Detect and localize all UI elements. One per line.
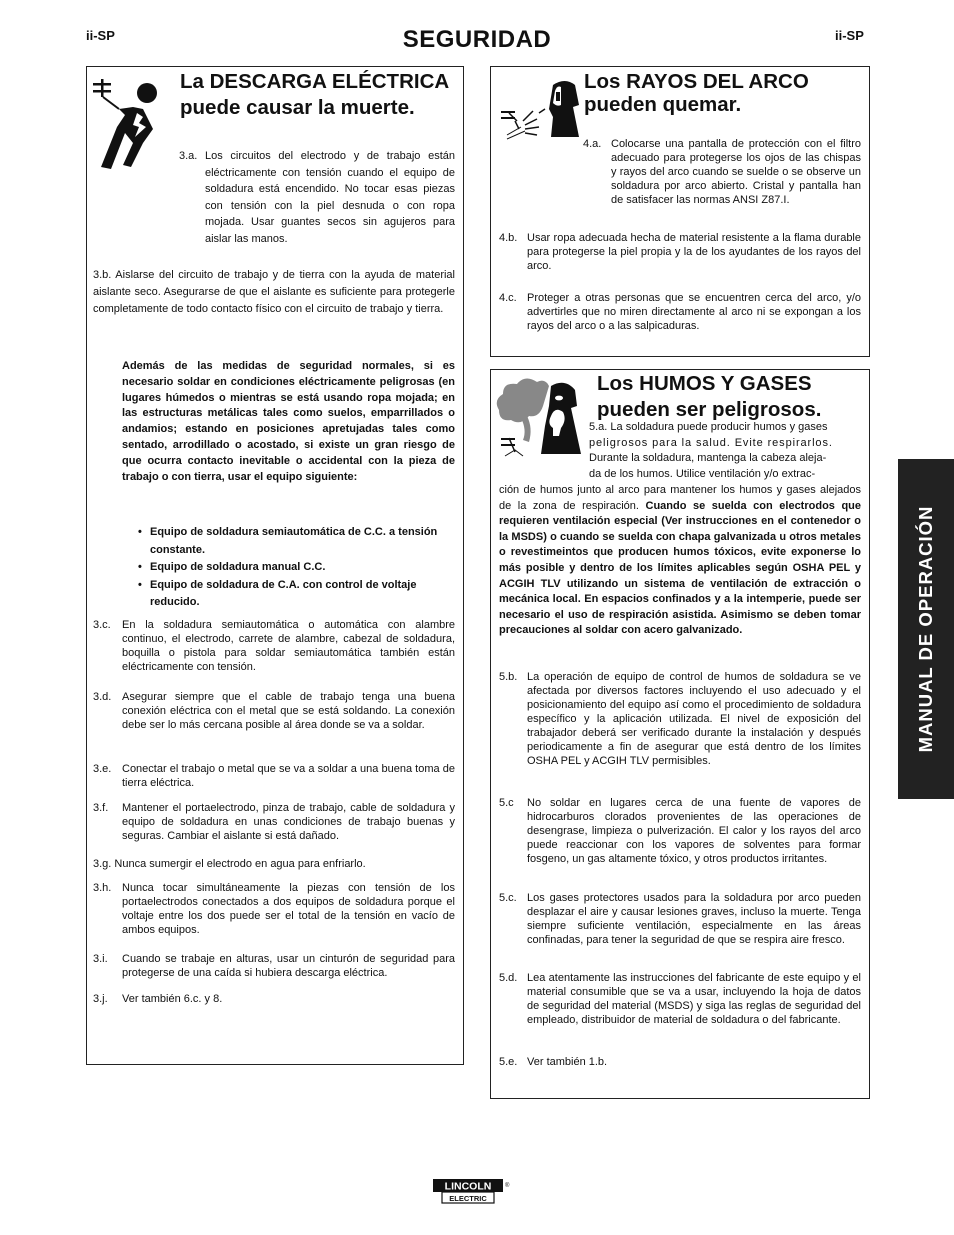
item-3d-number: 3.d.: [93, 691, 112, 703]
item-3f-text: Mantener el portaelectrodo, pinza de trabajo, cable de soldadura y equipo de soldadura en unas condiciones de trabajo buenas y seguras. Cambiar el aislante si está dañado.: [122, 802, 455, 842]
item-3c-number: 3.c.: [93, 619, 111, 631]
item-5d: [499, 971, 861, 1027]
item-3d-text: Asegurar siempre que el cable de trabajo tenga una buena conexión eléctrica con el metal que se está soldando. La conexión debe ser lo más cercana posible al área donde se va a soldar.: [122, 691, 455, 731]
electric-shock-section: [86, 66, 464, 1065]
item-3h: [93, 881, 455, 937]
item-5e: [499, 1055, 861, 1069]
arc-title-line2: pueden quemar.: [584, 93, 742, 116]
item-3c: [93, 618, 455, 674]
item-4a-text: Colocarse una pantalla de protección con el filtro adecuado para protegerse los ojos de las chispas y rayos del arco cuando se suelde o se observe un soldadura por arco abierto. Cristal y pantalla han de satisfacer las normas ANSI Z87.I.: [611, 138, 861, 206]
item-5a-line: da de los humos. Utilice ventilación y/o extrac-: [589, 467, 816, 480]
item-3e: [93, 762, 455, 790]
item-5a-continuation: [499, 483, 861, 639]
fumes-gases-section: [490, 369, 870, 1099]
item-3i-text: Cuando se trabaje en alturas, usar un cinturón de seguridad para protegerse de una caída si hubiera descarga eléctrica.: [122, 953, 455, 979]
arc-title-line1: Los RAYOS DEL ARCO: [584, 70, 809, 93]
logo-line2: ELECTRIC: [449, 1194, 487, 1203]
page-code-right: ii-SP: [835, 28, 864, 43]
item-5d-number: 5.d.: [499, 972, 518, 984]
item-4b-number: 4.b.: [499, 232, 518, 244]
fumes-title-line1: Los HUMOS Y GASES: [597, 372, 812, 395]
item-3f: [93, 801, 455, 843]
bullet-mark: •: [138, 526, 142, 538]
item-5a-intro: [589, 420, 861, 482]
item-3j-number: 3.j.: [93, 993, 108, 1005]
equipment-list-item-text: Equipo de soldadura semiautomática de C.C. a tensión constante.: [150, 526, 438, 556]
fumes-title-line2: pueden ser peligrosos.: [597, 398, 822, 421]
equipment-list-item: [138, 524, 456, 559]
lincoln-electric-logo: [432, 1178, 512, 1206]
equipment-list-item-text: Equipo de soldadura manual C.C.: [150, 561, 326, 573]
item-3i: [93, 952, 455, 980]
item-3e-number: 3.e.: [93, 763, 112, 775]
item-5c-gases: [499, 891, 861, 947]
item-3f-number: 3.f.: [93, 802, 109, 814]
item-3a-number: 3.a.: [179, 150, 198, 162]
item-3i-number: 3.i.: [93, 953, 108, 965]
electric-shock-icon: [89, 73, 175, 173]
page-code-left: ii-SP: [86, 28, 115, 43]
equipment-list-item-text: Equipo de soldadura de C.A. con control de voltaje reducido.: [150, 578, 417, 608]
item-3a-text: Los circuitos del electrodo y de trabajo están eléctricamente con tensión cuando el equipo de soldadura está encendido. No tocar esas piezas con tensión con la piel desnuda o con ropa mojada. Usar guantes secos sin agujeros para aislar las manos.: [205, 150, 455, 245]
equipment-list: [138, 524, 456, 612]
item-3h-number: 3.h.: [93, 882, 112, 894]
item-5b: [499, 670, 861, 768]
item-4c-number: 4.c.: [499, 292, 517, 304]
item-5a-text: ción de humos junto al arco para mantener los humos y gases alejados de la zona de respiración.: [499, 484, 861, 512]
item-3d: [93, 690, 455, 732]
item-4b-text: Usar ropa adecuada hecha de material resistente a la flama durable para protegerse la piel propia y la de los ayudantes de los rayos del arco.: [527, 232, 861, 272]
logo-line1: LINCOLN: [444, 1180, 492, 1193]
item-4b: [499, 231, 861, 273]
item-5a-line: 5.a. La soldadura puede producir humos y gases: [589, 421, 828, 433]
item-5c-vapors: [499, 796, 861, 866]
item-4c: [499, 291, 861, 333]
welding-arc-rays-icon: [495, 77, 581, 143]
page-title: SEGURIDAD: [402, 26, 552, 53]
item-5e-number: 5.e.: [499, 1056, 518, 1068]
shock-title-line1: La DESCARGA ELÉCTRICA: [180, 70, 450, 93]
item-5a-bold-warning: Cuando se suelda con electrodos que requieren ventilación especial (Ver instrucciones en el contenedor o la MSDS) o cuando se suelda con chapa galvanizada u otros metales o revestimeintos que producen humos tóxicos, evite exponerse lo más posible y dentro de los límites aplicables según OSHA PEL y ACGIH TLV utilizando un sistema de ventilación de extracción o mecánica local. En espacios confinados y a la intemperie, puede ser necesario el uso de respiración asistida. Asimismo se deben tomar precauciones al soldar con acero galvanizado.: [499, 499, 862, 637]
item-5c-vapors-number: 5.c: [499, 797, 514, 809]
item-3h-text: Nunca tocar simultáneamente la piezas con tensión de los portaelectrodos conectados a dos equipos de soldadura porque el voltaje entre los dos puede ser el total de la tensión en vacío de ambos equipos.: [122, 882, 455, 936]
item-5d-text: Lea atentamente las instrucciones del fabricante de este equipo y el material consumible que se va a usar, incluyendo la hoja de datos de seguridad del material (MSDS) y siga las reglas de seguridad del empleado, distribuidor de material de soldadura o del fabricante.: [527, 972, 861, 1026]
item-5e-text: Ver también 1.b.: [527, 1056, 608, 1068]
side-tab-label: MANUAL DE OPERACIÓN: [915, 505, 936, 753]
item-3j: [93, 992, 455, 1006]
bold-safety-note: Además de las medidas de seguridad normales, si es necesario soldar en condiciones eléctricamente peligrosas (en lugares húmedos o mientras se está usando ropa mojada; en las estructuras metálicas tales como suelos, emparrillados o andamios; estando en posiciones apretujadas tales como sentado, arrodillado o acostado, si existe un gran riesgo de que ocurra contacto inevitable o accidental con la pieza de trabajo o con tierra, usar el equipo siguiente:: [122, 360, 455, 483]
item-5b-text: La operación de equipo de control de humos de soldadura se ve afectada por diversos factores incluyendo el uso adecuado y el posicionamiento del equipo así como el procedimiento de soldadura específico y la aplicación utilizada. El nivel de exposición del trabajador deberá ser verificado durante la instalación y después periodicamente a fin de asegurar que está dentro de los límites OSHA PEL y ACGIH TLV permisibles.: [527, 671, 861, 767]
welding-fumes-icon: [493, 376, 589, 458]
item-4a-number: 4.a.: [583, 138, 602, 150]
item-5b-number: 5.b.: [499, 671, 518, 683]
item-3j-text: Ver también 6.c. y 8.: [122, 993, 223, 1005]
item-4a: [583, 137, 861, 207]
item-4c-text: Proteger a otras personas que se encuentren cerca del arco, y/o advertirles que no miren directamente al arco ni se expongan a los rayos del arco o a las salpicaduras.: [527, 292, 861, 332]
item-3e-text: Conectar el trabajo o metal que se va a soldar a una buena toma de tierra eléctrica.: [122, 763, 455, 789]
section-side-tab: [898, 459, 954, 799]
bullet-mark: •: [138, 578, 142, 591]
item-5a-line: Durante la soldadura, mantenga la cabeza aleja-: [589, 452, 827, 465]
item-5c-gases-text: Los gases protectores usados para la soldadura por arco pueden desplazar el aire y causar lesiones graves, incluso la muerte. Tenga siempre suficiente ventilación, especialmente en las áreas confinadas, para tener la seguridad de que se respira aire fresco.: [527, 892, 861, 946]
arc-rays-section: [490, 66, 870, 357]
item-5c-gases-number: 5.c.: [499, 892, 517, 904]
item-3b: 3.b. Aislarse del circuito de trabajo y de tierra con la ayuda de material aislante seco. Asegurarse de que el aislante es suficiente para protegerle completamente de todo contacto físico con el circuito de trabajo y tierra.: [93, 269, 455, 315]
item-5c-vapors-text: No soldar en lugares cerca de una fuente de vapores de hidrocarburos clorados provenientes de las operaciones de desengrase, limpieza o pulverización. El calor y los rayos del arco puede reaccionar con los vapores de solventes para formar fosgeno, un gas altamente tóxico, y otros productos irritantes.: [527, 797, 861, 865]
item-3c-text: En la soldadura semiautomática o automática con alambre continuo, el electrodo, carrete de alambre, cabezal de soldadura, boquilla o pistola para soldar semiautomática también están eléctricamente con tensión.: [122, 619, 455, 673]
equipment-list-item: [138, 559, 456, 577]
item-3a: [179, 148, 455, 247]
bullet-mark: •: [138, 561, 142, 573]
shock-title-line2: puede causar la muerte.: [180, 96, 415, 119]
logo-registered-mark: ®: [505, 1183, 510, 1189]
item-5a-line: peligrosos para la salud. Evite respirarlos.: [589, 436, 833, 449]
equipment-list-item: [138, 577, 456, 612]
item-3g: 3.g. Nunca sumergir el electrodo en agua para enfriarlo.: [93, 858, 366, 870]
